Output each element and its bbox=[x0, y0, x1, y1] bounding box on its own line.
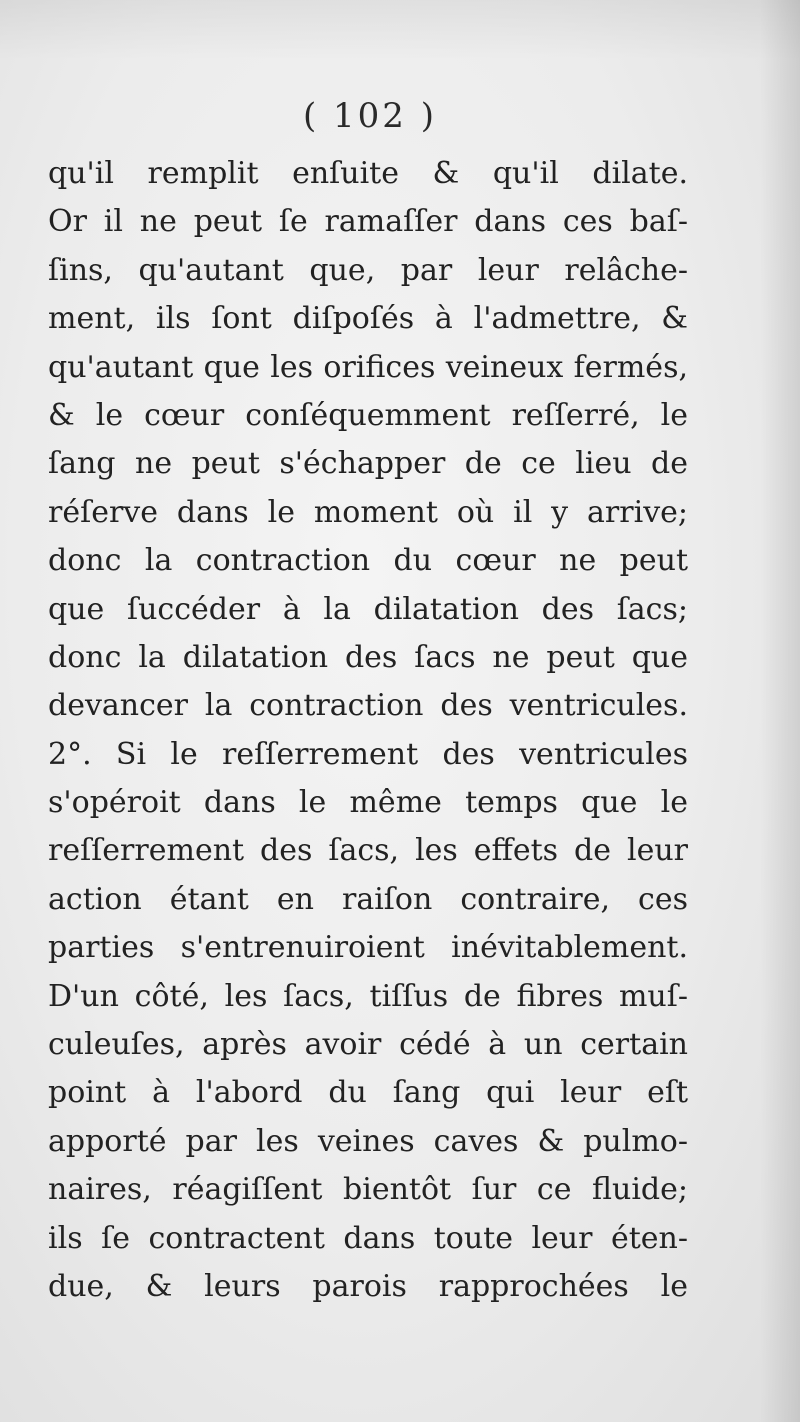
text-line: ſang ne peut s'échapper de ce lieu de bbox=[48, 446, 688, 482]
text-line: donc la contraction du cœur ne peut bbox=[48, 543, 688, 579]
page-shadow-top bbox=[0, 0, 800, 60]
text-line: ment, ils ſont diſpoſés à l'admettre, & bbox=[48, 301, 688, 337]
text-line: que ſuccéder à la dilatation des ſacs; bbox=[48, 591, 688, 627]
text-line: ils ſe contractent dans toute leur éten- bbox=[48, 1220, 688, 1256]
text-line: culeuſes, après avoir cédé à un certain bbox=[48, 1027, 688, 1063]
text-line: due, & leurs parois rapprochées le bbox=[48, 1268, 688, 1304]
text-line: reſſerrement des ſacs, les effets de leur bbox=[48, 833, 688, 869]
text-line: 2°. Si le reſſerrement des ventricules bbox=[48, 736, 688, 772]
text-line: apporté par les veines caves & pulmo- bbox=[48, 1123, 688, 1159]
text-line: D'un côté, les ſacs, tiſſus de fibres muſ- bbox=[48, 978, 688, 1014]
text-line: point à l'abord du ſang qui leur eſt bbox=[48, 1075, 688, 1111]
text-line: s'opéroit dans le même temps que le bbox=[48, 785, 688, 821]
text-line: & le cœur conſéquemment reſſerré, le bbox=[48, 397, 688, 433]
text-line: qu'il remplit enſuite & qu'il dilate. bbox=[48, 156, 688, 191]
text-line: réſerve dans le moment où il y arrive; bbox=[48, 494, 688, 530]
text-line: devancer la contraction des ventricules. bbox=[48, 688, 688, 724]
page-number: ( 102 ) bbox=[302, 96, 438, 136]
text-line: ſins, qu'autant que, par leur relâche- bbox=[48, 252, 688, 288]
text-line: Or il ne peut ſe ramaſſer dans ces baſ- bbox=[48, 204, 688, 240]
text-line: action étant en raiſon contraire, ces bbox=[48, 881, 688, 917]
text-line: qu'autant que les orifices veineux fermés, bbox=[48, 349, 688, 385]
body-text bbox=[48, 150, 688, 1311]
page-shadow-right bbox=[760, 0, 800, 1422]
text-line: parties s'entrenuiroient inévitablement. bbox=[48, 930, 688, 966]
text-line: naires, réagiſſent bientôt ſur ce fluide; bbox=[48, 1172, 688, 1208]
text-line: donc la dilatation des ſacs ne peut que bbox=[48, 639, 688, 675]
